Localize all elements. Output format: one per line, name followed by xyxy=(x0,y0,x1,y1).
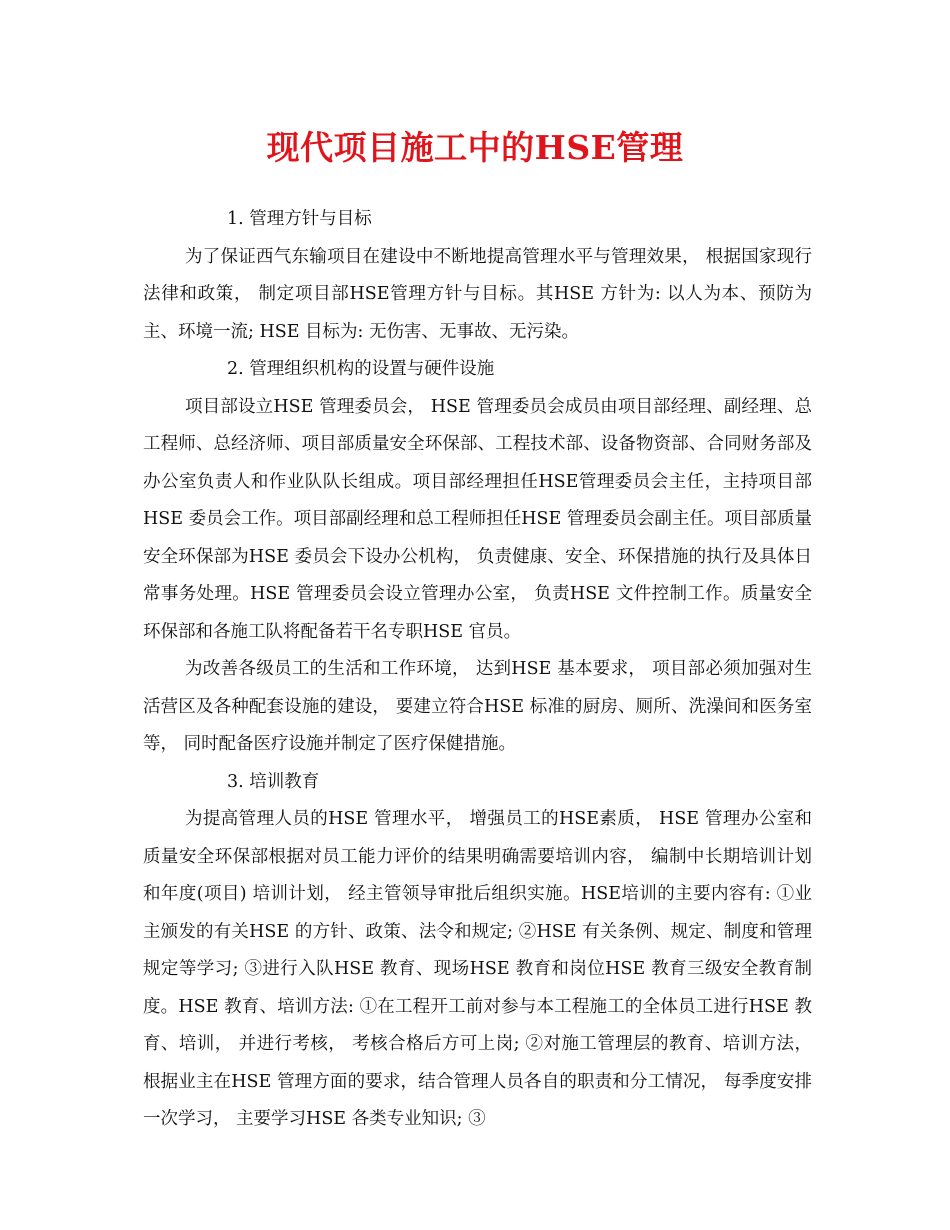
document-body xyxy=(143,201,812,1139)
section-heading: 1. 管理方针与目标 xyxy=(227,209,372,229)
paragraph: 为提高管理人员的HSE 管理水平， 增强员工的HSE素质， HSE 管理办公室和质量安全环保部根据对员工能力评价的结果明确需要培训内容， 编制中长期培训计划和年度(项目) 培训计划， 经主管领导审批后组织实施。HSE培训的主要内容有: ①业主颁发的有关HSE 的方针、政策、法令和规定; ②HSE 有关条例、规定、制度和管理规定等学习; ③进行入队HSE 教育、现场HSE 教育和岗位HSE 教育三级安全教育制度。HSE 教育、培训方法: ①在工程开工前对参与本工程施工的全体员工进行HSE 教育、培训， 并进行考核， 考核合格后方可上岗; ②对施工管理层的教育、培训方法， 根据业主在HSE 管理方面的要求，结合管理人员各自的职责和分工情况， 每季度安排一次学习， 主要学习HSE 各类专业知识; ③ xyxy=(143,809,812,1129)
section-heading: 2. 管理组织机构的设置与硬件设施 xyxy=(227,359,495,379)
paragraph: 为改善各级员工的生活和工作环境， 达到HSE 基本要求， 项目部必须加强对生活营区及各种配套设施的建设， 要建立符合HSE 标准的厨房、厕所、洗澡间和医务室等， 同时配备医疗设施并制定了医疗保健措施。 xyxy=(143,659,812,754)
paragraph: 项目部设立HSE 管理委员会， HSE 管理委员会成员由项目部经理、副经理、总工程师、总经济师、项目部质量安全环保部、工程技术部、设备物资部、合同财务部及办公室负责人和作业队队长组成。项目部经理担任HSE管理委员会主任，主持项目部HSE 委员会工作。项目部副经理和总工程师担任HSE 管理委员会副主任。项目部质量安全环保部为HSE 委员会下设办公机构， 负责健康、安全、环保措施的执行及具体日常事务处理。HSE 管理委员会设立管理办公室， 负责HSE 文件控制工作。质量安全环保部和各施工队将配备若干名专职HSE 官员。 xyxy=(143,396,812,642)
paragraph: 为了保证西气东输项目在建设中不断地提高管理水平与管理效果， 根据国家现行法律和政策， 制定项目部HSE管理方针与目标。其HSE 方针为: 以人为本、预防为主、环境一流; HSE 目标为: 无伤害、无事故、无污染。 xyxy=(143,246,812,342)
document-title: 现代项目施工中的HSE管理 xyxy=(266,128,684,167)
section-heading: 3. 培训教育 xyxy=(227,771,320,792)
